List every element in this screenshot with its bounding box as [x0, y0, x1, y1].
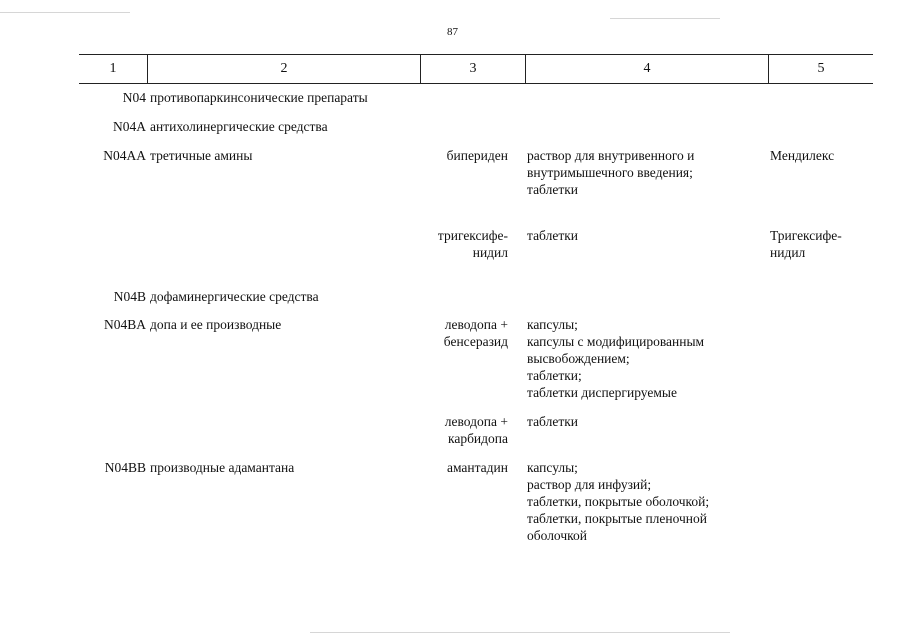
- scan-artifact: [0, 12, 130, 13]
- row-dosage-form: [527, 147, 767, 198]
- row-code: [79, 459, 146, 476]
- row-dosage-form-line: капсулы;: [527, 460, 578, 475]
- row-dosage-form-line: таблетки: [527, 182, 579, 197]
- table-header-top-rule: [79, 54, 873, 55]
- row-name-line: антихолинергические средства: [150, 119, 328, 134]
- row-brand-line: нидил: [770, 245, 806, 260]
- row-name: [150, 459, 420, 476]
- row-inn-line: нидил: [472, 245, 508, 260]
- table-header-bottom-rule: [79, 83, 873, 84]
- row-inn-line: тригексифе-: [437, 228, 508, 243]
- row-name-line: допа и ее производные: [150, 317, 282, 332]
- row-dosage-form-line: раствор для внутривенного и: [527, 148, 695, 163]
- row-code-line: N04BA: [103, 317, 146, 332]
- column-number-3: 3: [469, 61, 477, 76]
- row-code: [79, 118, 146, 135]
- row-brand: [770, 227, 872, 261]
- row-code-line: N04AA: [103, 148, 146, 163]
- row-name: [150, 89, 420, 106]
- column-number-1: 1: [109, 61, 117, 76]
- row-inn-line: леводопа +: [444, 414, 508, 429]
- row-code-line: N04A: [113, 119, 146, 134]
- row-name-line: третичные амины: [150, 148, 253, 163]
- row-dosage-form: [527, 316, 767, 401]
- row-inn: [422, 147, 508, 164]
- row-inn-line: бенсеразид: [443, 334, 508, 349]
- row-name-line: дофаминергические средства: [150, 289, 319, 304]
- row-dosage-form-line: таблетки диспергируемые: [527, 385, 677, 400]
- row-brand-line: Мендилекс: [770, 148, 835, 163]
- row-dosage-form-line: таблетки;: [527, 368, 582, 383]
- row-dosage-form: [527, 227, 767, 244]
- row-code: [79, 288, 146, 305]
- row-dosage-form: [527, 413, 767, 430]
- row-dosage-form-line: раствор для инфузий;: [527, 477, 652, 492]
- row-dosage-form-line: таблетки, покрытые оболочкой;: [527, 494, 710, 509]
- scan-artifact: [310, 632, 730, 633]
- page-number: 87: [447, 26, 458, 38]
- row-dosage-form-line: таблетки, покрытые пленочной: [527, 511, 708, 526]
- row-name: [150, 316, 420, 333]
- row-dosage-form-line: высвобождением;: [527, 351, 630, 366]
- row-code: [79, 147, 146, 164]
- scan-artifact: [610, 18, 720, 19]
- row-name: [150, 147, 420, 164]
- row-inn: [422, 413, 508, 447]
- row-name: [150, 118, 420, 135]
- column-number-2: 2: [280, 61, 288, 76]
- row-inn: [422, 459, 508, 476]
- row-inn: [422, 227, 508, 261]
- row-dosage-form-line: капсулы с модифицированным: [527, 334, 705, 349]
- row-dosage-form-line: таблетки: [527, 228, 579, 243]
- row-inn-line: леводопа +: [444, 317, 508, 332]
- row-inn-line: бипериден: [446, 148, 508, 163]
- row-code-line: N04BB: [104, 460, 146, 475]
- row-inn-line: амантадин: [446, 460, 508, 475]
- row-inn-line: карбидопа: [447, 431, 508, 446]
- row-name-line: производные адамантана: [150, 460, 295, 475]
- row-code-line: N04: [122, 90, 146, 105]
- row-dosage-form-line: капсулы;: [527, 317, 578, 332]
- column-number-4: 4: [643, 61, 651, 76]
- row-name-line: противопаркинсонические препараты: [150, 90, 368, 105]
- row-dosage-form: [527, 459, 767, 544]
- row-brand-line: Тригексифе-: [770, 228, 842, 243]
- row-dosage-form-line: внутримышечного введения;: [527, 165, 693, 180]
- row-brand: [770, 147, 872, 164]
- row-code-line: N04B: [113, 289, 146, 304]
- row-dosage-form-line: таблетки: [527, 414, 579, 429]
- row-code: [79, 316, 146, 333]
- row-code: [79, 89, 146, 106]
- row-inn: [422, 316, 508, 350]
- row-name: [150, 288, 420, 305]
- column-number-5: 5: [817, 61, 825, 76]
- row-dosage-form-line: оболочкой: [527, 528, 587, 543]
